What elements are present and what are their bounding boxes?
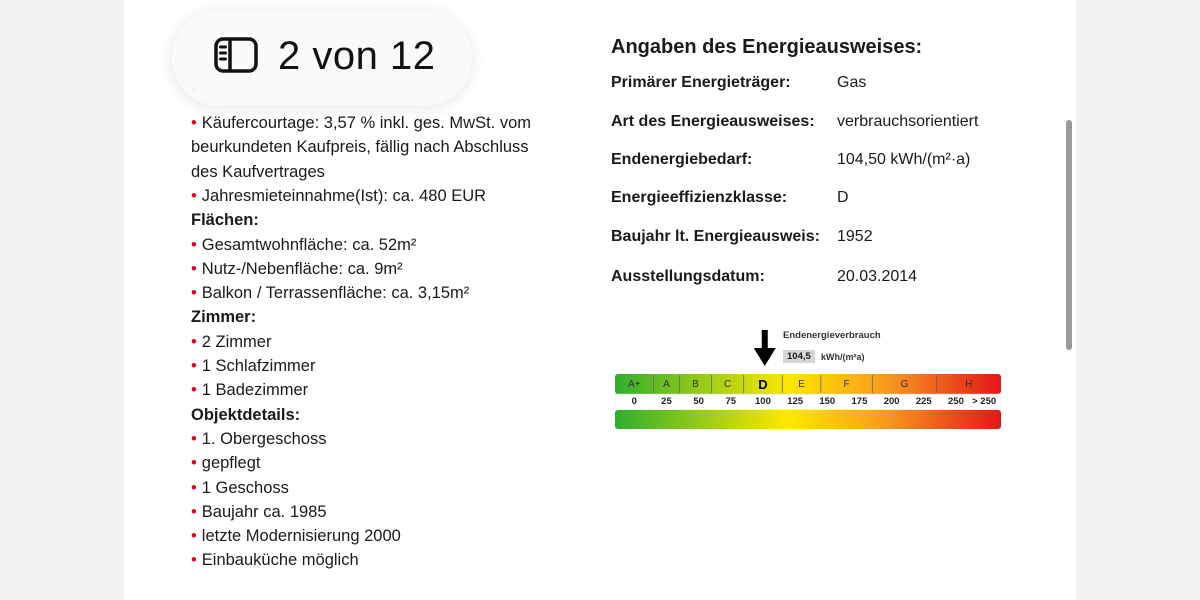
bullet-mark: •: [191, 235, 197, 254]
list-item-text: Nutz-/Nebenfläche: ca. 9m²: [201, 259, 403, 278]
list-item: [191, 135, 529, 159]
list-item-text: 1. Obergeschoss: [201, 429, 327, 448]
tick-label: 125: [787, 396, 804, 407]
energy-section-title: Angaben des Energieausweises:: [611, 36, 923, 58]
energy-row-label: Art des Energieausweises:: [611, 113, 815, 130]
energy-row-value: D: [837, 189, 849, 206]
bullet-mark: •: [191, 478, 197, 497]
page-counter-pill[interactable]: [172, 10, 472, 106]
energy-row-value: 1952: [837, 228, 873, 245]
list-item: [191, 257, 403, 281]
energy-row-value: 20.03.2014: [837, 268, 918, 285]
list-item-text: 1 Geschoss: [201, 478, 289, 497]
list-item-text: Gesamtwohnfläche: ca. 52m²: [201, 235, 417, 254]
section-heading: [191, 305, 256, 329]
class-label: F: [843, 379, 850, 390]
class-label: G: [900, 379, 909, 390]
bullet-mark: •: [191, 381, 197, 400]
class-label: D: [758, 377, 768, 392]
list-item-text: letzte Modernisierung 2000: [201, 527, 401, 546]
list-item-text: Objektdetails:: [191, 405, 301, 424]
sidebar-panel-icon: [214, 37, 258, 73]
list-item: [191, 427, 327, 451]
list-item-text: Käufercourtage: 3,57 % inkl. ges. MwSt. vom: [201, 114, 532, 132]
class-label: A+: [628, 379, 641, 390]
list-item: [191, 184, 486, 208]
tick-label: 150: [819, 396, 836, 407]
tick-label: 175: [851, 396, 868, 407]
tick-label: 75: [725, 396, 737, 407]
tick-label: 0: [631, 396, 637, 407]
bullet-mark: •: [191, 551, 197, 570]
bullet-mark: •: [191, 454, 197, 473]
list-item-text: Zimmer:: [191, 308, 257, 327]
class-label: A: [663, 379, 670, 390]
bullet-mark: •: [191, 429, 197, 448]
list-item-text: Einbauküche möglich: [201, 551, 359, 570]
tick-label: 50: [693, 396, 704, 407]
page-counter-text: 2 von 12: [278, 34, 436, 78]
energy-row-value: 104,50 kWh/(m²·a): [837, 151, 971, 168]
list-item-text: beurkundeten Kaufpreis, fällig nach Abschluss: [191, 138, 529, 157]
energy-row-value: Gas: [837, 74, 867, 91]
list-item: [191, 476, 289, 500]
list-item-text: Baujahr ca. 1985: [201, 502, 327, 521]
list-item: [191, 281, 469, 305]
bullet-mark: •: [191, 284, 197, 303]
tick-label: 100: [755, 396, 771, 407]
bullet-mark: •: [191, 527, 197, 546]
list-item-text: 1 Schlafzimmer: [201, 357, 316, 375]
bullet-mark: •: [191, 332, 197, 351]
tick-label: 225: [915, 396, 932, 407]
scrollbar[interactable]: [1066, 120, 1072, 350]
tick-label: 25: [661, 396, 672, 407]
list-item: [191, 548, 359, 572]
energy-row-label: Endenergiebedarf:: [611, 151, 753, 168]
section-heading: [191, 208, 259, 232]
list-item: [191, 500, 327, 524]
list-item-text: Jahresmieteinnahme(Ist): ca. 480 EUR: [201, 186, 487, 205]
class-label: H: [965, 379, 973, 390]
list-item: [191, 111, 531, 135]
bullet-mark: •: [191, 357, 197, 375]
list-item-text: des Kaufvertrages: [191, 162, 325, 181]
list-item: [191, 160, 325, 184]
energy-row-label: Baujahr lt. Energieausweis:: [611, 228, 820, 245]
bullet-mark: •: [191, 186, 197, 205]
class-label: B: [692, 379, 699, 390]
section-heading: [191, 403, 300, 427]
list-item-text: 1 Badezimmer: [201, 381, 309, 400]
list-item: [191, 378, 308, 402]
list-item: [191, 451, 261, 475]
bullet-mark: •: [191, 114, 197, 132]
energy-indicator-arrow: [754, 330, 776, 366]
tick-label: 200: [883, 396, 900, 407]
list-item: [191, 233, 416, 257]
energy-row-label: Energieeffizienzklasse:: [611, 189, 788, 206]
list-item-text: Balkon / Terrassenfläche: ca. 3,15m²: [201, 284, 470, 303]
class-label: C: [723, 379, 732, 390]
tick-label: 250: [948, 396, 964, 407]
tick-bar: [615, 394, 1001, 410]
list-item: [191, 524, 401, 548]
tick-label: > 250: [972, 396, 997, 407]
energy-row-label: Ausstellungsdatum:: [611, 268, 765, 285]
energy-row-label: Primärer Energieträger:: [611, 74, 791, 91]
energy-indicator-title: Endenergieverbrauch: [783, 330, 881, 341]
list-item: [191, 330, 271, 354]
class-label: E: [798, 379, 805, 390]
list-item-text: Flächen:: [191, 211, 259, 230]
bullet-mark: •: [191, 259, 197, 278]
list-item-text: 2 Zimmer: [201, 332, 272, 351]
list-item-text: gepflegt: [201, 454, 261, 473]
list-item: [191, 354, 315, 378]
gradient-bar: [615, 410, 1001, 429]
energy-indicator-value: 104,5: [783, 350, 815, 363]
energy-scale: [615, 328, 1001, 432]
bullet-mark: •: [191, 502, 197, 521]
energy-row-value: verbrauchsorientiert: [837, 113, 979, 130]
energy-indicator-unit: kWh/(m²a): [821, 352, 865, 362]
